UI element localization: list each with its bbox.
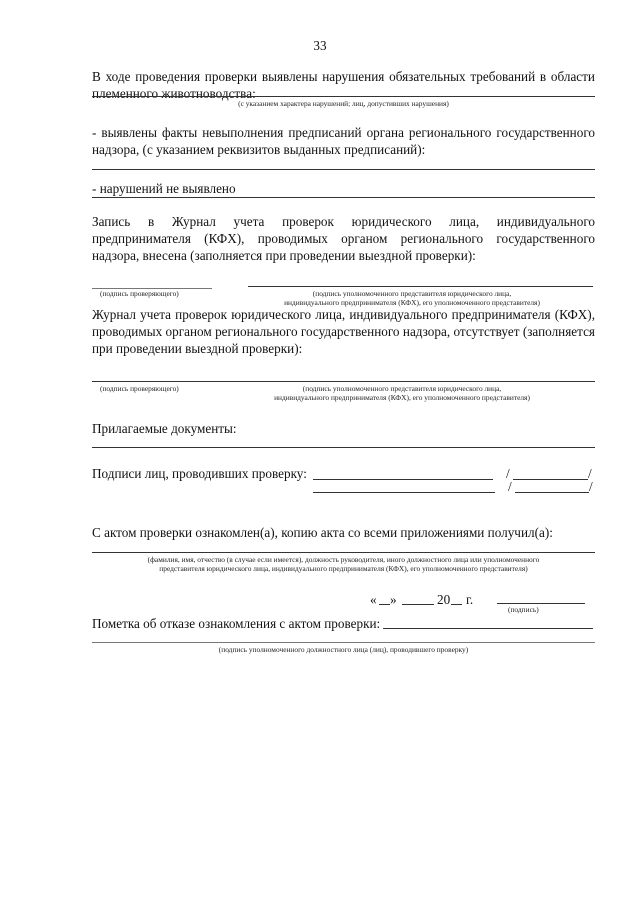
acquainted-line xyxy=(92,552,595,553)
inspector-name-line-1 xyxy=(513,479,588,480)
attachments-label: Прилагаемые документы: xyxy=(92,421,237,436)
inspector-slash-2a: / xyxy=(508,479,512,494)
refusal-label: Пометка об отказе ознакомления с актом проверки: xyxy=(92,616,381,631)
violations-line xyxy=(92,96,595,97)
inspector-sign-line-1 xyxy=(313,479,493,480)
date-open-quote: « xyxy=(370,592,377,607)
inspector-name-line-2 xyxy=(515,492,589,493)
refusal-line xyxy=(92,642,595,643)
inspectors-label: Подписи лиц, проводивших проверку: xyxy=(92,466,307,481)
date-close-quote: » xyxy=(390,592,397,607)
acquainted-caption-2: представителя юридического лица, индивидуального предпринимателя (КФХ), его уполномоченного представителя) xyxy=(159,564,528,573)
inspector-slash-1b: / xyxy=(588,466,592,481)
refusal-inline-line xyxy=(383,628,593,629)
no-violations-line xyxy=(92,197,595,198)
date-signature-line xyxy=(497,603,585,604)
date-day-line xyxy=(379,604,390,605)
journal-absent-caption-right-1: (подпись уполномоченного представителя юридического лица, xyxy=(302,384,502,393)
inspector-slash-2b: / xyxy=(589,479,593,494)
orders-text: - выявлены факты невыполнения предписаний органа регионального государственного надзора, (с указанием реквизитов выданных предписаний): xyxy=(92,125,595,157)
journal-made-representative-line xyxy=(248,286,593,287)
journal-made-caption-right-1: (подпись уполномоченного представителя юридического лица, xyxy=(312,289,512,298)
refusal-caption: (подпись уполномоченного должностного лица (лиц), проводившего проверку) xyxy=(218,645,469,654)
journal-absent-text: Журнал учета проверок юридического лица, индивидуального предпринимателя (КФХ), проводимых органом регионального государственного надзора, отсутствует (заполняется при проведении выездной проверки): xyxy=(92,307,595,356)
journal-made-text: Запись в Журнал учета проверок юридического лица, индивидуального предпринимателя (КФХ), проводимых органом регионального государственного надзора, внесена (заполняется при проведении выездной проверки): xyxy=(92,214,595,263)
journal-absent-caption-left: (подпись проверяющего) xyxy=(100,384,179,393)
journal-absent-line xyxy=(92,381,595,382)
orders-line xyxy=(92,169,595,170)
journal-made-caption-left: (подпись проверяющего) xyxy=(100,289,179,298)
date-month-line xyxy=(402,604,434,605)
page-number: 33 xyxy=(313,38,327,53)
date-year-line xyxy=(451,604,462,605)
date-year-suffix: г. xyxy=(466,592,474,607)
acquainted-text: С актом проверки ознакомлен(а), копию акта со всеми приложениями получил(а): xyxy=(92,525,553,540)
date-year-prefix: 20 xyxy=(437,592,451,607)
violations-caption: (с указанием характера нарушений; лиц, допустивших нарушения) xyxy=(238,99,449,108)
attachments-line xyxy=(92,447,595,448)
inspector-sign-line-2 xyxy=(313,492,495,493)
inspector-slash-1a: / xyxy=(506,466,510,481)
no-violations-text: - нарушений не выявлено xyxy=(92,181,236,196)
acquainted-caption-1: (фамилия, имя, отчество (в случае если имеется), должность руководителя, иного должностного лица или уполномоченного xyxy=(147,555,540,564)
journal-absent-caption-right-2: индивидуального предпринимателя (КФХ), его уполномоченного представителя) xyxy=(274,393,530,402)
violations-text: В ходе проведения проверки выявлены нарушения обязательных требований в области племенного животноводства: xyxy=(92,69,595,101)
date-signature-caption: (подпись) xyxy=(508,605,539,614)
journal-made-caption-right-2: индивидуального предпринимателя (КФХ), его уполномоченного представителя) xyxy=(284,298,540,307)
